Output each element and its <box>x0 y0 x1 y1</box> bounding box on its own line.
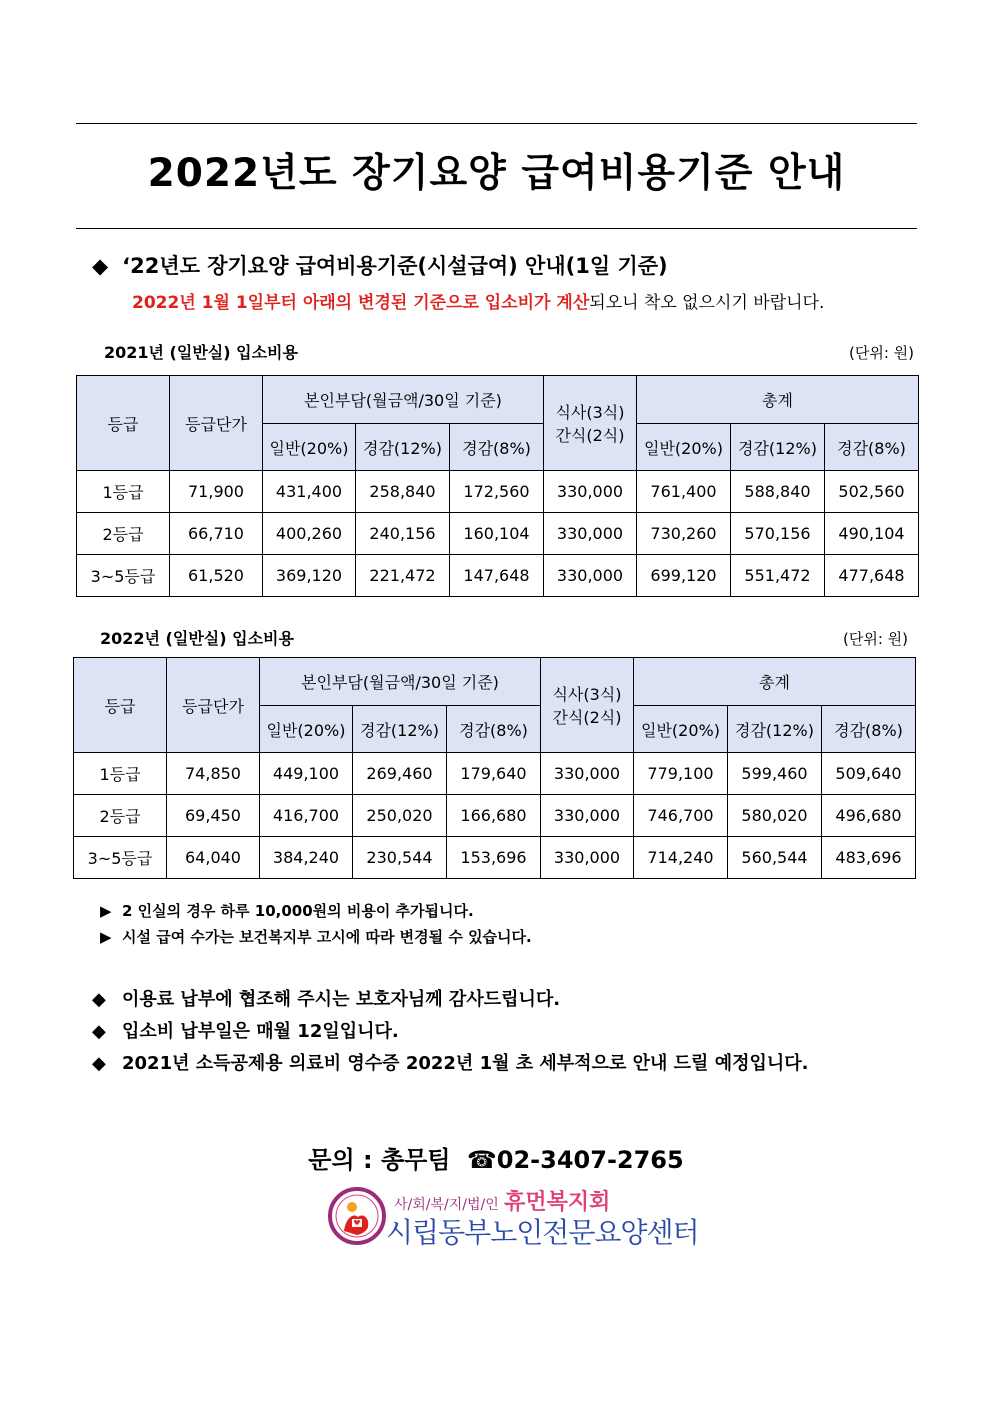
amount-cell: 147,648 <box>450 555 544 597</box>
notes-list <box>100 898 532 950</box>
contact-label: 문의 : 총무팀 <box>308 1146 451 1174</box>
amount-cell: 560,544 <box>728 837 822 879</box>
amount-cell: 330,000 <box>544 513 637 555</box>
amount-cell: 699,120 <box>637 555 731 597</box>
amount-cell: 779,100 <box>634 753 728 795</box>
diamond-bullet-icon: ◆ <box>92 989 106 1010</box>
header-total-reduced12: 경감(12%) <box>728 706 822 753</box>
amount-cell: 230,544 <box>353 837 447 879</box>
amount-cell: 330,000 <box>541 837 634 879</box>
contact-phone: 02-3407-2765 <box>496 1146 684 1174</box>
amount-cell: 330,000 <box>541 795 634 837</box>
table-2021-unit: (단위: 원) <box>849 344 914 362</box>
amount-cell: 761,400 <box>637 471 731 513</box>
header-total: 총계 <box>634 658 916 706</box>
section-heading <box>92 250 668 280</box>
bullet-text: 2021년 소득공제용 의료비 영수증 2022년 1월 초 세부적으로 안내 드릴 예정입니다. <box>122 1053 809 1074</box>
bullet-item <box>92 1048 808 1080</box>
grade-cell: 2등급 <box>74 795 167 837</box>
header-total-general: 일반(20%) <box>637 424 731 471</box>
header-total-reduced8: 경감(8%) <box>825 424 919 471</box>
header-total-reduced8: 경감(8%) <box>822 706 916 753</box>
table-2022-caption: 2022년 (일반실) 입소비용 <box>100 629 294 648</box>
header-meal-line2: 간식(2식) <box>552 708 622 727</box>
header-total: 총계 <box>637 376 919 424</box>
header-copay: 본인부담(월금액/30일 기준) <box>263 376 544 424</box>
amount-cell: 160,104 <box>450 513 544 555</box>
table-2022-unit: (단위: 원) <box>843 630 908 648</box>
logo-chapter: 휴먼복지회 <box>504 1190 611 1215</box>
amount-cell: 570,156 <box>731 513 825 555</box>
amount-cell: 400,260 <box>263 513 356 555</box>
bullet-text: 이용료 납부에 협조해 주시는 보호자님께 감사드립니다. <box>122 989 561 1010</box>
grade-cell: 3~5등급 <box>74 837 167 879</box>
info-bullets <box>92 984 808 1080</box>
top-rule <box>76 123 917 124</box>
header-copay-reduced12: 경감(12%) <box>353 706 447 753</box>
amount-cell: 330,000 <box>544 555 637 597</box>
header-copay-general: 일반(20%) <box>263 424 356 471</box>
amount-cell: 490,104 <box>825 513 919 555</box>
table-row <box>77 513 919 555</box>
amount-cell: 599,460 <box>728 753 822 795</box>
amount-cell: 449,100 <box>260 753 353 795</box>
note-item <box>100 924 532 950</box>
amount-cell: 172,560 <box>450 471 544 513</box>
amount-cell: 369,120 <box>263 555 356 597</box>
amount-cell: 580,020 <box>728 795 822 837</box>
amount-cell: 330,000 <box>544 471 637 513</box>
amount-cell: 179,640 <box>447 753 541 795</box>
table-row <box>74 753 916 795</box>
table-row <box>77 471 919 513</box>
amount-cell: 74,850 <box>167 753 260 795</box>
triangle-bullet-icon: ▶ <box>100 902 112 920</box>
header-meal <box>541 658 634 753</box>
logo-org-name: 시립동부노인전문요양센터 <box>386 1216 699 1249</box>
phone-icon: ☎ <box>466 1146 497 1174</box>
diamond-bullet-icon: ◆ <box>92 254 109 278</box>
amount-cell: 250,020 <box>353 795 447 837</box>
note-text: 2 인실의 경우 하루 10,000원의 비용이 추가됩니다. <box>122 902 474 920</box>
table-row <box>77 555 919 597</box>
amount-cell: 746,700 <box>634 795 728 837</box>
amount-cell: 71,900 <box>170 471 263 513</box>
amount-cell: 431,400 <box>263 471 356 513</box>
logo-prefix: 사/회/복/지/법/인 <box>394 1197 499 1213</box>
amount-cell: 66,710 <box>170 513 263 555</box>
amount-cell: 714,240 <box>634 837 728 879</box>
amount-cell: 502,560 <box>825 471 919 513</box>
header-copay-reduced8: 경감(8%) <box>450 424 544 471</box>
amount-cell: 384,240 <box>260 837 353 879</box>
table-row <box>74 795 916 837</box>
notice-highlight: 2022년 1월 1일부터 아래의 변경된 기준으로 입소비가 계산 <box>132 293 590 313</box>
amount-cell: 730,260 <box>637 513 731 555</box>
emblem-icon <box>328 1187 386 1245</box>
grade-cell: 2등급 <box>77 513 170 555</box>
header-copay-reduced8: 경감(8%) <box>447 706 541 753</box>
header-meal-line1: 식사(3식) <box>555 403 625 422</box>
amount-cell: 483,696 <box>822 837 916 879</box>
fee-table-2021 <box>76 375 919 597</box>
bullet-item <box>92 1016 808 1048</box>
amount-cell: 477,648 <box>825 555 919 597</box>
amount-cell: 509,640 <box>822 753 916 795</box>
header-copay-general: 일반(20%) <box>260 706 353 753</box>
amount-cell: 588,840 <box>731 471 825 513</box>
organization-logo <box>328 1183 699 1249</box>
amount-cell: 166,680 <box>447 795 541 837</box>
amount-cell: 221,472 <box>356 555 450 597</box>
amount-cell: 258,840 <box>356 471 450 513</box>
note-text: 시설 급여 수가는 보건복지부 고시에 따라 변경될 수 있습니다. <box>122 928 532 946</box>
header-total-reduced12: 경감(12%) <box>731 424 825 471</box>
amount-cell: 330,000 <box>541 753 634 795</box>
amount-cell: 551,472 <box>731 555 825 597</box>
triangle-bullet-icon: ▶ <box>100 928 112 946</box>
amount-cell: 153,696 <box>447 837 541 879</box>
bullet-item <box>92 984 808 1016</box>
fee-table-2022 <box>73 657 916 879</box>
header-unit-price: 등급단가 <box>170 376 263 471</box>
notice-line <box>132 288 824 313</box>
table-2021-caption: 2021년 (일반실) 입소비용 <box>104 343 298 362</box>
header-meal <box>544 376 637 471</box>
title-underline-rule <box>76 228 917 229</box>
header-meal-line1: 식사(3식) <box>552 685 622 704</box>
header-copay-reduced12: 경감(12%) <box>356 424 450 471</box>
grade-cell: 3~5등급 <box>77 555 170 597</box>
header-meal-line2: 간식(2식) <box>555 426 625 445</box>
amount-cell: 416,700 <box>260 795 353 837</box>
diamond-bullet-icon: ◆ <box>92 1053 106 1074</box>
table-row <box>74 837 916 879</box>
section-heading-text: ‘22년도 장기요양 급여비용기준(시설급여) 안내(1일 기준) <box>122 254 668 278</box>
grade-cell: 1등급 <box>77 471 170 513</box>
notice-rest: 되오니 착오 없으시기 바랍니다. <box>589 293 825 313</box>
grade-cell: 1등급 <box>74 753 167 795</box>
contact-line <box>0 1140 992 1175</box>
page-title: 2022년도 장기요양 급여비용기준 안내 <box>147 151 846 196</box>
header-copay: 본인부담(월금액/30일 기준) <box>260 658 541 706</box>
header-grade: 등급 <box>74 658 167 753</box>
header-unit-price: 등급단가 <box>167 658 260 753</box>
header-grade: 등급 <box>77 376 170 471</box>
amount-cell: 69,450 <box>167 795 260 837</box>
amount-cell: 240,156 <box>356 513 450 555</box>
header-total-general: 일반(20%) <box>634 706 728 753</box>
bullet-text: 입소비 납부일은 매월 12일입니다. <box>122 1021 399 1042</box>
diamond-bullet-icon: ◆ <box>92 1021 106 1042</box>
amount-cell: 269,460 <box>353 753 447 795</box>
note-item <box>100 898 532 924</box>
amount-cell: 64,040 <box>167 837 260 879</box>
amount-cell: 496,680 <box>822 795 916 837</box>
amount-cell: 61,520 <box>170 555 263 597</box>
